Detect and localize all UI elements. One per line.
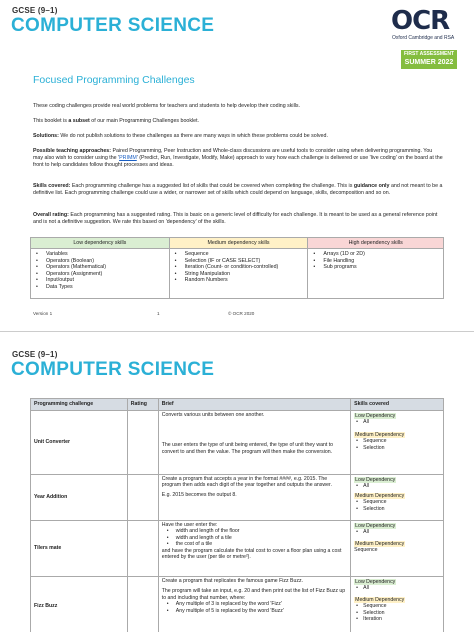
skill-item: • Operators (Mathematical)	[34, 264, 166, 271]
brief-detail: E.g. 2015 becomes the output 8.	[161, 491, 237, 498]
skill-item: • Iteration	[354, 616, 440, 623]
brief-bullet: • the cost of a tile	[162, 541, 347, 548]
skill-item: • All	[354, 585, 440, 592]
brief-bullet: • width and length of the floor	[162, 528, 347, 535]
para2-text: This booklet is	[33, 118, 69, 124]
medium-skill-list	[354, 603, 440, 623]
footer-copyright: © OCR 2020	[228, 311, 255, 316]
skill-item: • All	[354, 483, 440, 490]
guidance-bold: guidance only	[353, 183, 390, 189]
low-dependency-tag: Low Dependency	[355, 476, 396, 483]
footer-page-number: 1	[157, 311, 160, 316]
medium-skills-list	[173, 251, 305, 284]
brief-text: Create a program that replicates the famous game Fizz Buzz.	[161, 577, 304, 584]
low-skill-list	[354, 585, 440, 592]
skill-item: • Selection (IF or CASE SELECT)	[173, 258, 305, 265]
low-skills-list	[34, 251, 166, 291]
col-header-brief: Brief	[158, 399, 350, 411]
skill-item: • Operators (Assignment)	[34, 271, 166, 278]
skills-text: Each programming challenge has a suggested list of skills that could be covered when completing the challenge. This is	[70, 183, 354, 189]
high-skills-list	[311, 251, 440, 271]
medium-dependency-tag: Medium Dependency	[355, 431, 405, 438]
subset-paragraph	[33, 118, 443, 125]
brief-cell	[158, 520, 350, 576]
gcse-label-page2: GCSE (9–1)	[12, 350, 58, 359]
low-dependency-tag: Low Dependency	[355, 522, 396, 529]
skill-item: • Selection	[354, 506, 440, 513]
brief-detail: and have the program calculate the total cost to cover a floor plan using a cost entered by the user (per tile or metre²).	[161, 547, 342, 560]
brief-text: Have the user enter the:	[161, 521, 218, 528]
skill-item: • Variables	[34, 251, 166, 258]
table-row	[31, 520, 444, 576]
gcse-label: GCSE (9–1)	[12, 6, 58, 15]
rating-cell	[127, 474, 158, 520]
brief-bullet: • Any multiple of 5 is replaced by the word 'Buzz'	[162, 608, 347, 615]
brief-bullet: • Any multiple of 3 is replaced by the word 'Fizz'	[162, 601, 347, 608]
col-header-skills: Skills covered	[351, 399, 444, 411]
brief-text: Create a program that accepts a year in the format ####, e.g. 2015. The program then adds each digit of the year together and outputs the answer.	[161, 475, 332, 488]
intro-paragraph: These coding challenges provide real world problems for teachers and students to help develop their coding skills.	[33, 103, 301, 109]
solutions-text: We do not publish solutions to these challenges as there are many ways in which these problems could be solved.	[58, 133, 328, 139]
teaching-label: Possible teaching approaches:	[33, 148, 112, 154]
subject-title: COMPUTER SCIENCE	[11, 15, 215, 36]
skill-item: • Arrays (1D or 2D)	[311, 251, 440, 258]
skill-item: • Random Numbers	[173, 277, 305, 284]
challenge-name: Year Addition	[31, 474, 128, 520]
skills-cell	[351, 474, 444, 520]
skill-item: • String Manipulation	[173, 271, 305, 278]
rating-cell	[127, 520, 158, 576]
skill-item: • All	[354, 529, 440, 536]
low-skill-list	[354, 483, 440, 490]
brief-detail: The user enters the type of unit being entered, the type of unit they want to convert to and then the value. The program will then make the conversion.	[161, 442, 334, 455]
col-header-rating: Rating	[127, 399, 158, 411]
low-skills-cell	[31, 249, 170, 299]
low-dependency-tag: Low Dependency	[355, 578, 396, 585]
low-skill-list	[354, 419, 440, 426]
brief-detail: The program will take an input, e.g. 20 and then print out the list of Fizz Buzz up to and including that number, where:	[161, 588, 346, 601]
medium-dependency-tag: Medium Dependency	[355, 596, 405, 603]
skill-item: • Operators (Boolean)	[34, 258, 166, 265]
section-title: Focused Programming Challenges	[33, 74, 195, 86]
challenge-name: Fizz Buzz	[31, 576, 128, 632]
para2-bold: a subset	[68, 118, 90, 124]
ocr-tagline: Oxford Cambridge and RSA	[392, 35, 455, 41]
col-header-challenge: Programming challenge	[31, 399, 128, 411]
rating-label: Overall rating:	[33, 212, 69, 218]
skill-item: • All	[354, 419, 440, 426]
teaching-paragraph	[33, 148, 443, 169]
brief-cell	[158, 474, 350, 520]
high-dependency-header: High dependency skills	[308, 238, 444, 249]
assessment-badge	[401, 50, 457, 69]
rating-paragraph	[33, 212, 443, 226]
medium-skill-list	[354, 499, 440, 512]
low-skill-list	[354, 529, 440, 536]
skill-item: • Sequence	[354, 603, 440, 610]
badge-line1: FIRST ASSESSMENT	[403, 51, 455, 57]
table-row	[31, 474, 444, 520]
brief-cell	[158, 576, 350, 632]
brief-cell	[158, 410, 350, 474]
skill-item: • Selection	[354, 610, 440, 617]
medium-dependency-tag: Medium Dependency	[355, 492, 405, 499]
rating-text: Each programming has a suggested rating. This is basic on a generic level of difficulty for each challenge. It is meant to be used as a general reference point and is not a definitive suggestion. We rate this based on 'dependency' of the skills.	[33, 212, 438, 225]
table-row	[31, 576, 444, 632]
challenges-table	[30, 398, 444, 632]
medium-skill-list	[354, 438, 440, 451]
medium-dependency-header: Medium dependency skills	[169, 238, 308, 249]
low-dependency-header: Low dependency skills	[31, 238, 170, 249]
skills-label: Skills covered:	[33, 183, 71, 189]
skill-item: • Sequence	[354, 438, 440, 445]
footer-version: Version 1	[33, 311, 53, 316]
medium-skills-cell	[169, 249, 308, 299]
skill-item: • Iteration (Count- or condition-controlled)	[173, 264, 305, 271]
skill-item: • Selection	[354, 445, 440, 452]
skill-item: • Input/output	[34, 277, 166, 284]
brief-bullet: • width and length of a tile	[162, 535, 347, 542]
page-divider	[0, 331, 474, 332]
teaching-text: Paired Programming, Peer Instruction and Whole-class discussions are useful tools to consider using when delivering programming. You may also wish to consider using the '	[33, 148, 433, 161]
low-dependency-tag: Low Dependency	[355, 412, 396, 419]
badge-line2: SUMMER 2022	[404, 59, 454, 66]
skills-cell	[351, 520, 444, 576]
skill-item: • File Handling	[311, 258, 440, 265]
solutions-paragraph	[33, 133, 443, 140]
skills-cell	[351, 576, 444, 632]
solutions-label: Solutions:	[33, 133, 59, 139]
challenge-name: Unit Converter	[31, 410, 128, 474]
teaching-text-end: ' (Predict, Run, Investigate, Modify, Make) approach to vary how each challenge is delivered or use 'live coding' on the board at the front to help candidates follow thought processes and ideas.	[33, 154, 443, 168]
high-skills-cell	[308, 249, 444, 299]
skills-cell	[351, 410, 444, 474]
table-row	[31, 410, 444, 474]
ocr-logo: OCR	[391, 6, 450, 36]
skill-text: Sequence	[354, 547, 378, 553]
rating-cell	[127, 576, 158, 632]
primm-link[interactable]: PRIMM	[119, 154, 137, 161]
skills-text-end: and not meant to be a definitive list. Each programming challenge could use a wider, or narrower set of skills which could depend on language, skills, decomposition and so on.	[33, 183, 443, 196]
brief-bullets	[162, 528, 347, 548]
rating-cell	[127, 410, 158, 474]
subject-title-page2: COMPUTER SCIENCE	[11, 359, 215, 380]
brief-text: Converts various units between one another.	[161, 411, 265, 418]
para2-text-end: of our main Programming Challenges booklet.	[89, 118, 200, 124]
skills-paragraph	[33, 183, 443, 197]
skill-item: • Data Types	[34, 284, 166, 291]
skill-item: • Sequence	[173, 251, 305, 258]
brief-bullets	[162, 601, 347, 614]
challenge-name: Tilers mate	[31, 520, 128, 576]
skill-item: • Sequence	[354, 499, 440, 506]
medium-dependency-tag: Medium Dependency	[355, 540, 405, 547]
dependency-table	[30, 237, 444, 299]
skill-item: • Sub programs	[311, 264, 440, 271]
